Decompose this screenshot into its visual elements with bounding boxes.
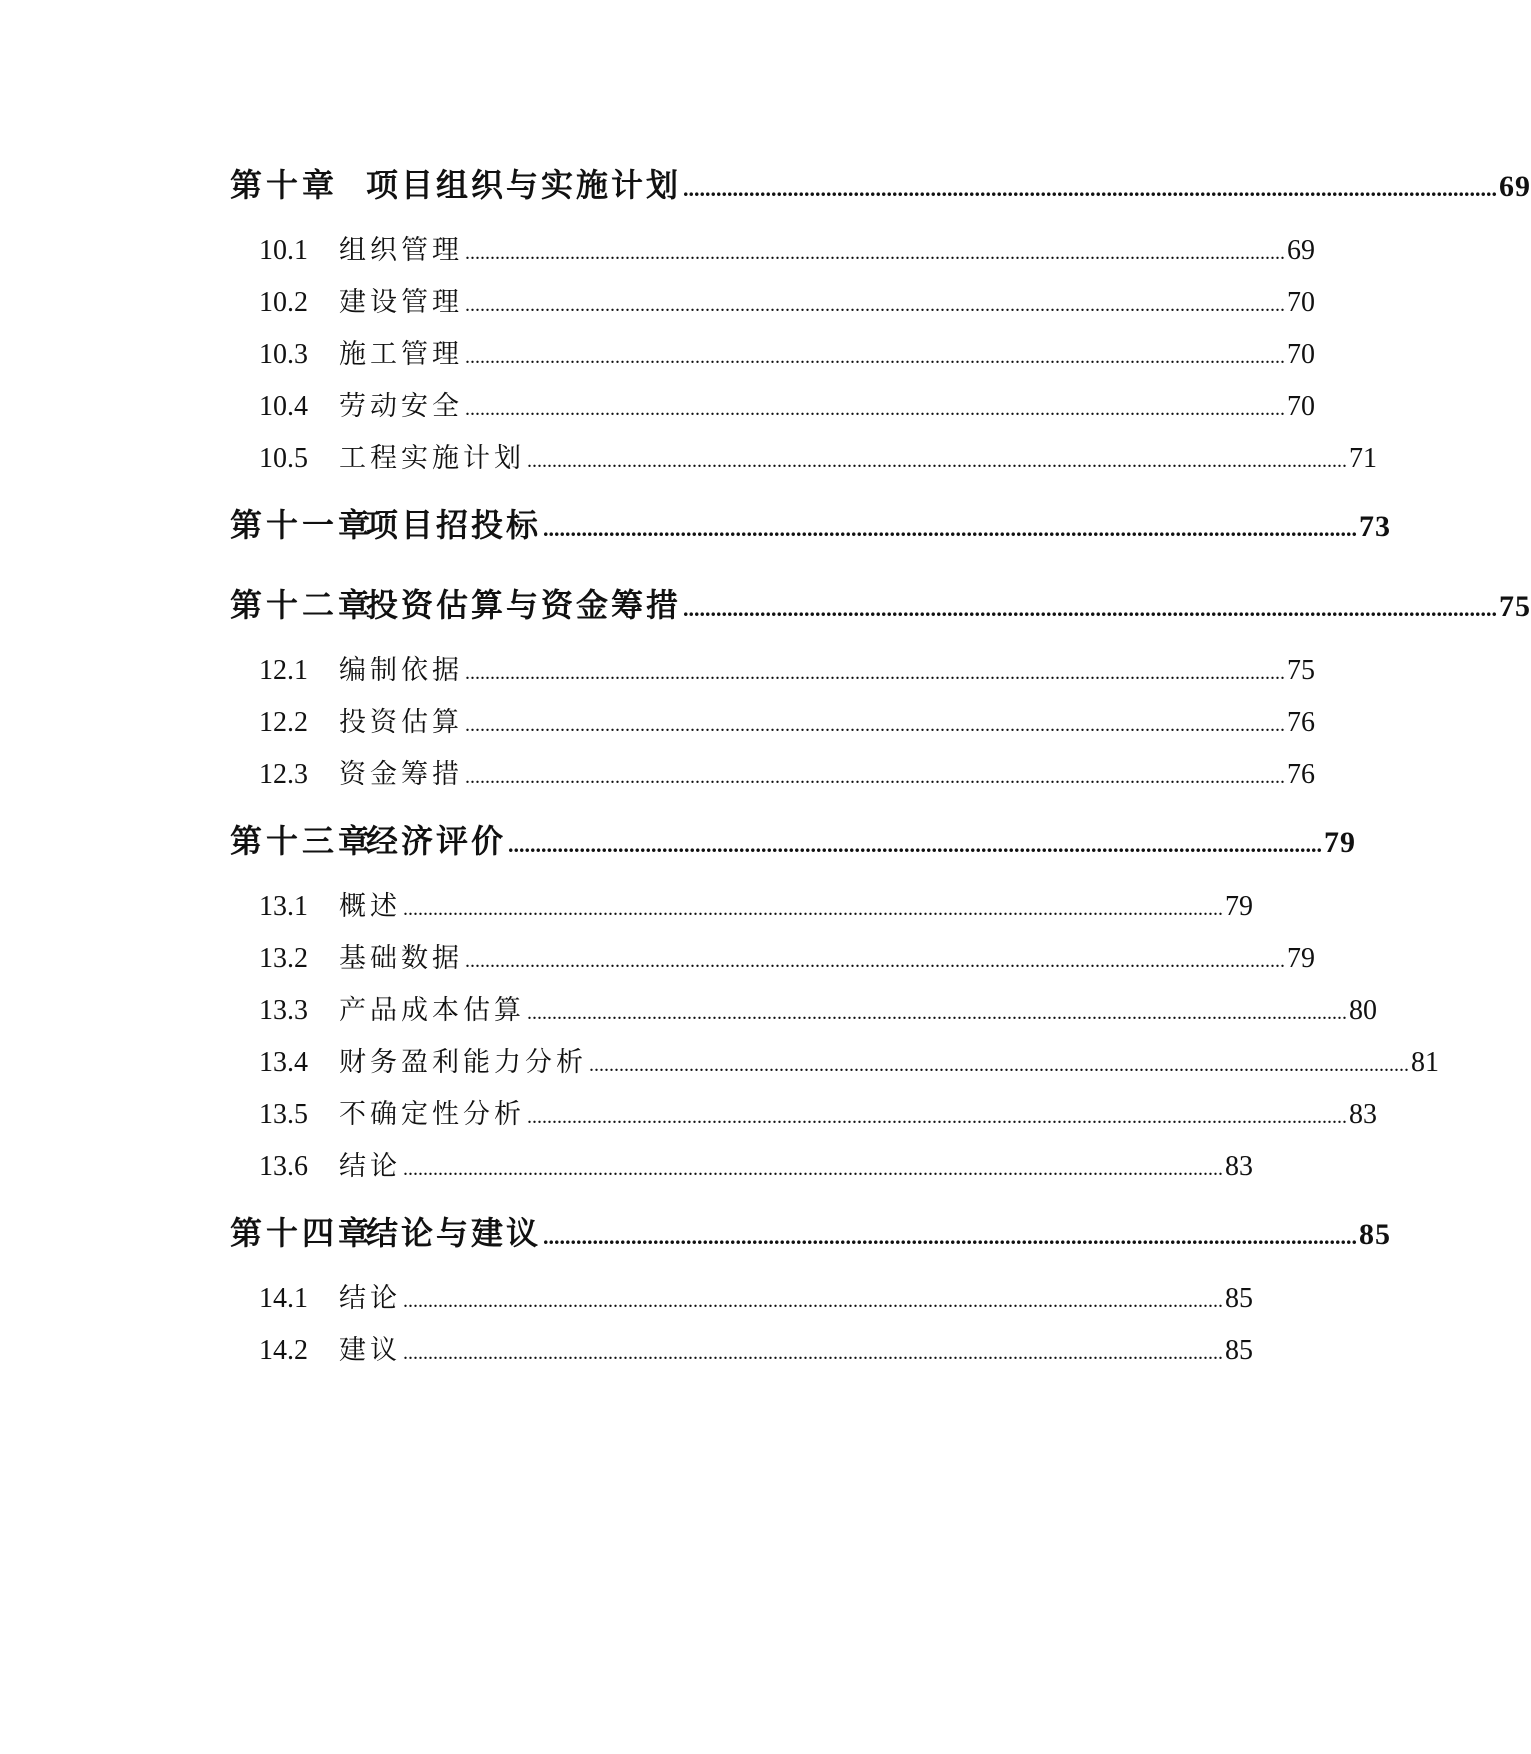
toc-entry-title: 建设管理 [339, 287, 463, 318]
toc-entry-number: 12.3 [259, 759, 308, 790]
toc-entry-page: 83 [1349, 1099, 1377, 1130]
dot-leader: .................................................................................................................................................................... [465, 950, 1285, 972]
dot-leader: .................................................................................................................................................................... [465, 294, 1285, 316]
toc-entry-page: 69 [1499, 170, 1531, 203]
toc-entry-page: 85 [1225, 1283, 1253, 1314]
toc-entry-page: 75 [1499, 590, 1531, 623]
toc-entry-title: 工程实施计划 [339, 443, 525, 474]
toc-entry-number: 10.2 [259, 287, 308, 318]
dot-leader: .................................................................................................................................................................... [465, 398, 1285, 420]
toc-entry-page: 76 [1287, 759, 1315, 790]
toc-section-13-1[interactable] [259, 884, 1253, 923]
toc-entry-page: 81 [1411, 1047, 1439, 1078]
dot-leader: .................................................................................................................................................................... [403, 1158, 1223, 1180]
toc-entry-number: 13.1 [259, 891, 308, 922]
toc-section-13-5[interactable] [259, 1092, 1377, 1131]
toc-section-14-1[interactable] [259, 1276, 1253, 1315]
dot-leader: .................................................................................................................................................................... [403, 1342, 1223, 1364]
toc-entry-title: 概述 [339, 891, 401, 922]
toc-entry-number: 14.1 [259, 1283, 308, 1314]
dot-leader: .................................................................................................................................................................... [465, 242, 1285, 264]
toc-entry-title: 组织管理 [339, 235, 463, 266]
toc-entry-title: 基础数据 [339, 943, 463, 974]
toc-entry-number: 14.2 [259, 1335, 308, 1366]
dot-leader: .................................................................................................................................................................... [589, 1054, 1409, 1076]
toc-entry-number: 13.6 [259, 1151, 308, 1182]
toc-entry-page: 71 [1349, 443, 1377, 474]
dot-leader: .................................................................................................................................................................... [527, 1002, 1347, 1024]
toc-entry-number: 10.5 [259, 443, 308, 474]
toc-section-13-2[interactable] [259, 936, 1315, 975]
toc-section-12-2[interactable] [259, 700, 1315, 739]
toc-entry-number: 10.3 [259, 339, 308, 370]
toc-entry-title: 结论 [339, 1151, 401, 1182]
toc-entry-number: 第十三章 [230, 822, 375, 860]
toc-entry-page: 70 [1287, 391, 1315, 422]
toc-section-12-1[interactable] [259, 648, 1315, 687]
toc-entry-page: 83 [1225, 1151, 1253, 1182]
toc-entry-number: 第十章 [230, 166, 339, 204]
toc-entry-title: 产品成本估算 [339, 995, 525, 1026]
toc-entry-number: 13.3 [259, 995, 308, 1026]
dot-leader: .................................................................................................................................................... [683, 176, 1498, 201]
toc-entry-title: 项目招投标 [366, 506, 542, 544]
dot-leader: .................................................................................................................................................................... [403, 898, 1223, 920]
toc-entry-page: 73 [1359, 510, 1392, 543]
toc-entry-title: 施工管理 [339, 339, 463, 370]
toc-entry-page: 75 [1287, 655, 1315, 686]
toc-chapter-12[interactable] [230, 580, 1531, 626]
dot-leader: .................................................................................................................................................................... [403, 1290, 1223, 1312]
toc-entry-number: 13.4 [259, 1047, 308, 1078]
toc-chapter-10[interactable] [230, 160, 1531, 206]
toc-chapter-13[interactable] [230, 816, 1357, 862]
toc-entry-page: 79 [1287, 943, 1315, 974]
toc-entry-number: 12.1 [259, 655, 308, 686]
toc-entry-number: 13.2 [259, 943, 308, 974]
toc-entry-number: 10.4 [259, 391, 308, 422]
toc-entry-page: 85 [1359, 1218, 1392, 1251]
toc-entry-title: 资金筹措 [339, 759, 463, 790]
toc-entry-number: 第十四章 [230, 1214, 375, 1252]
toc-entry-page: 80 [1349, 995, 1377, 1026]
toc-entry-page: 69 [1287, 235, 1315, 266]
toc-section-13-3[interactable] [259, 988, 1377, 1027]
toc-entry-page: 70 [1287, 287, 1315, 318]
toc-entry-number: 第十二章 [230, 586, 375, 624]
toc-entry-title: 结论与建议 [366, 1214, 542, 1252]
toc-entry-title: 经济评价 [366, 822, 507, 860]
dot-leader: .................................................................................................................................................... [683, 596, 1498, 621]
toc-entry-title: 结论 [339, 1283, 401, 1314]
toc-entry-title: 投资估算与资金筹措 [366, 586, 682, 624]
toc-section-13-4[interactable] [259, 1040, 1439, 1079]
toc-section-10-2[interactable] [259, 280, 1315, 319]
toc-section-10-5[interactable] [259, 436, 1377, 475]
toc-section-13-6[interactable] [259, 1144, 1253, 1183]
toc-section-10-1[interactable] [259, 228, 1315, 267]
dot-leader: .................................................................................................................................................... [543, 1224, 1358, 1249]
toc-chapter-14[interactable] [230, 1208, 1392, 1254]
toc-entry-title: 不确定性分析 [339, 1099, 525, 1130]
toc-entry-title: 劳动安全 [339, 391, 463, 422]
toc-entry-page: 79 [1324, 826, 1357, 859]
toc-entry-title: 项目组织与实施计划 [366, 166, 682, 204]
dot-leader: .................................................................................................................................................................... [527, 450, 1347, 472]
toc-section-12-3[interactable] [259, 752, 1315, 791]
toc-entry-title: 编制依据 [339, 655, 463, 686]
toc-entry-page: 76 [1287, 707, 1315, 738]
toc-entry-number: 10.1 [259, 235, 308, 266]
toc-entry-page: 79 [1225, 891, 1253, 922]
toc-entry-number: 第十一章 [230, 506, 375, 544]
toc-section-14-2[interactable] [259, 1328, 1253, 1367]
toc-entry-title: 投资估算 [339, 707, 463, 738]
toc-section-10-4[interactable] [259, 384, 1315, 423]
toc-entry-number: 12.2 [259, 707, 308, 738]
toc-entry-number: 13.5 [259, 1099, 308, 1130]
dot-leader: .................................................................................................................................................................... [465, 346, 1285, 368]
dot-leader: .................................................................................................................................................................... [465, 662, 1285, 684]
toc-section-10-3[interactable] [259, 332, 1315, 371]
dot-leader: .................................................................................................................................................... [543, 516, 1358, 541]
dot-leader: .................................................................................................................................................................... [465, 714, 1285, 736]
toc-entry-title: 建议 [339, 1335, 401, 1366]
toc-entry-page: 70 [1287, 339, 1315, 370]
dot-leader: .................................................................................................................................................... [508, 832, 1323, 857]
dot-leader: .................................................................................................................................................................... [465, 766, 1285, 788]
toc-entry-page: 85 [1225, 1335, 1253, 1366]
toc-entry-title: 财务盈利能力分析 [339, 1047, 587, 1078]
dot-leader: .................................................................................................................................................................... [527, 1106, 1347, 1128]
toc-chapter-11[interactable] [230, 500, 1392, 546]
